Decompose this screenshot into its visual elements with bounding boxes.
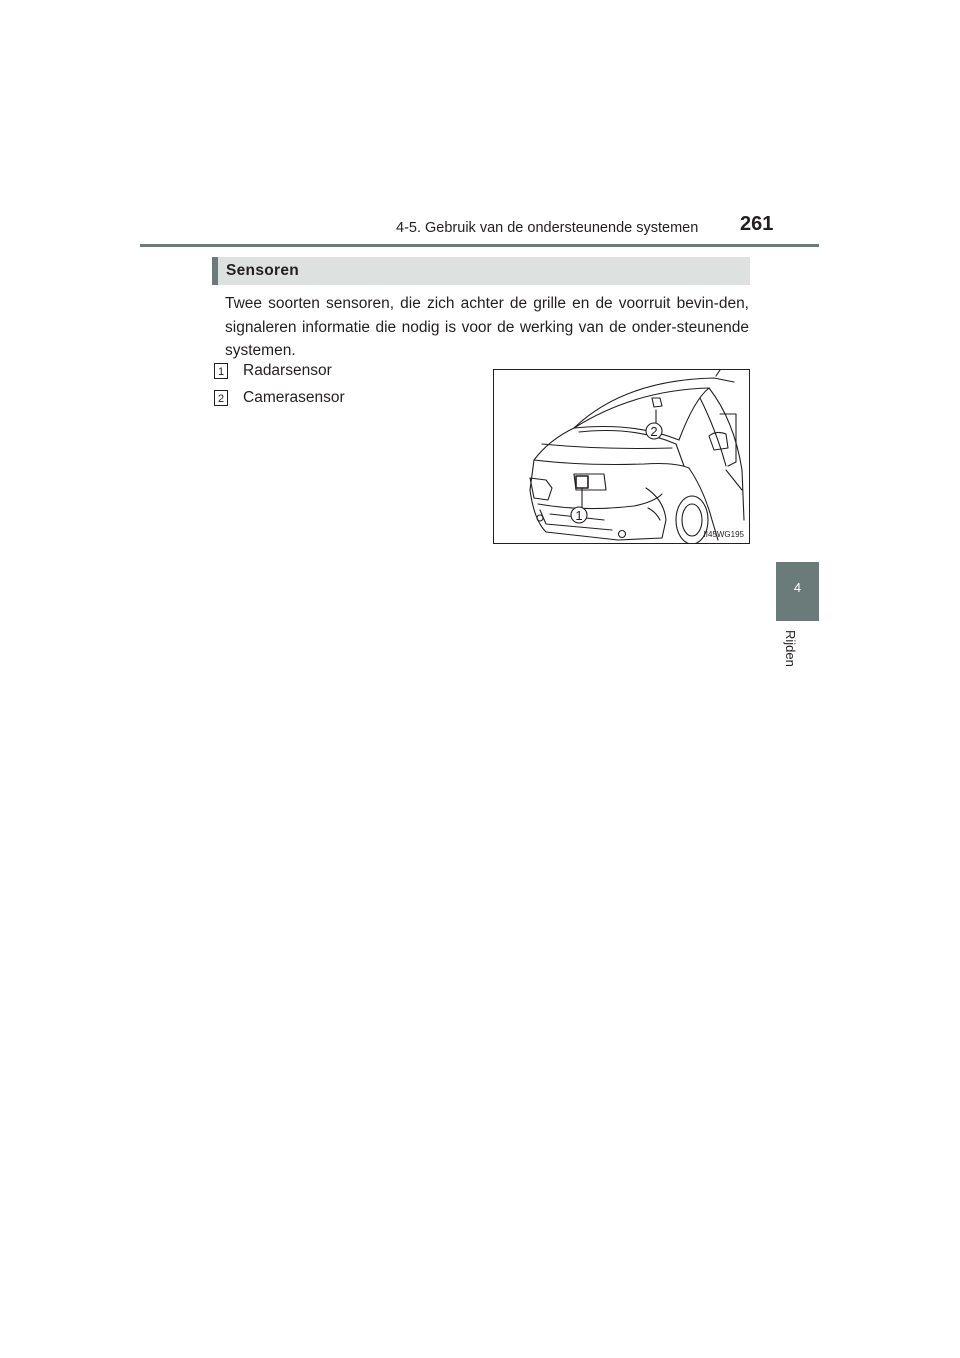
callout-2: 2 <box>650 424 658 439</box>
callout-1: 1 <box>575 508 583 523</box>
chapter-label: Rijden <box>783 630 798 667</box>
chapter-label-container <box>782 630 812 670</box>
list-item-label: Radarsensor <box>243 362 332 379</box>
car-sensor-illustration <box>493 369 750 544</box>
list-item-number: 1 <box>217 366 225 379</box>
section-heading-accent <box>212 257 218 285</box>
car-front-drawing <box>494 370 750 544</box>
chapter-tab <box>776 562 819 621</box>
figure-code: II45WG195 <box>703 530 744 539</box>
list-item-label: Camerasensor <box>243 389 345 406</box>
header-title: 4-5. Gebruik van de ondersteunende systemen <box>396 220 699 236</box>
page-number: 261 <box>740 213 774 235</box>
header-rule <box>140 244 819 247</box>
intro-paragraph: Twee soorten sensoren, die zich achter de grille en de voorruit bevin-den, signaleren informatie die nodig is voor de werking van de onder-steunende systemen. <box>225 295 749 359</box>
chapter-number: 4 <box>793 580 802 595</box>
number-2-icon <box>214 390 228 406</box>
section-title: Sensoren <box>226 262 300 279</box>
list-item-number: 2 <box>217 393 225 406</box>
number-1-icon <box>214 363 228 379</box>
section-heading-bar <box>212 257 750 285</box>
